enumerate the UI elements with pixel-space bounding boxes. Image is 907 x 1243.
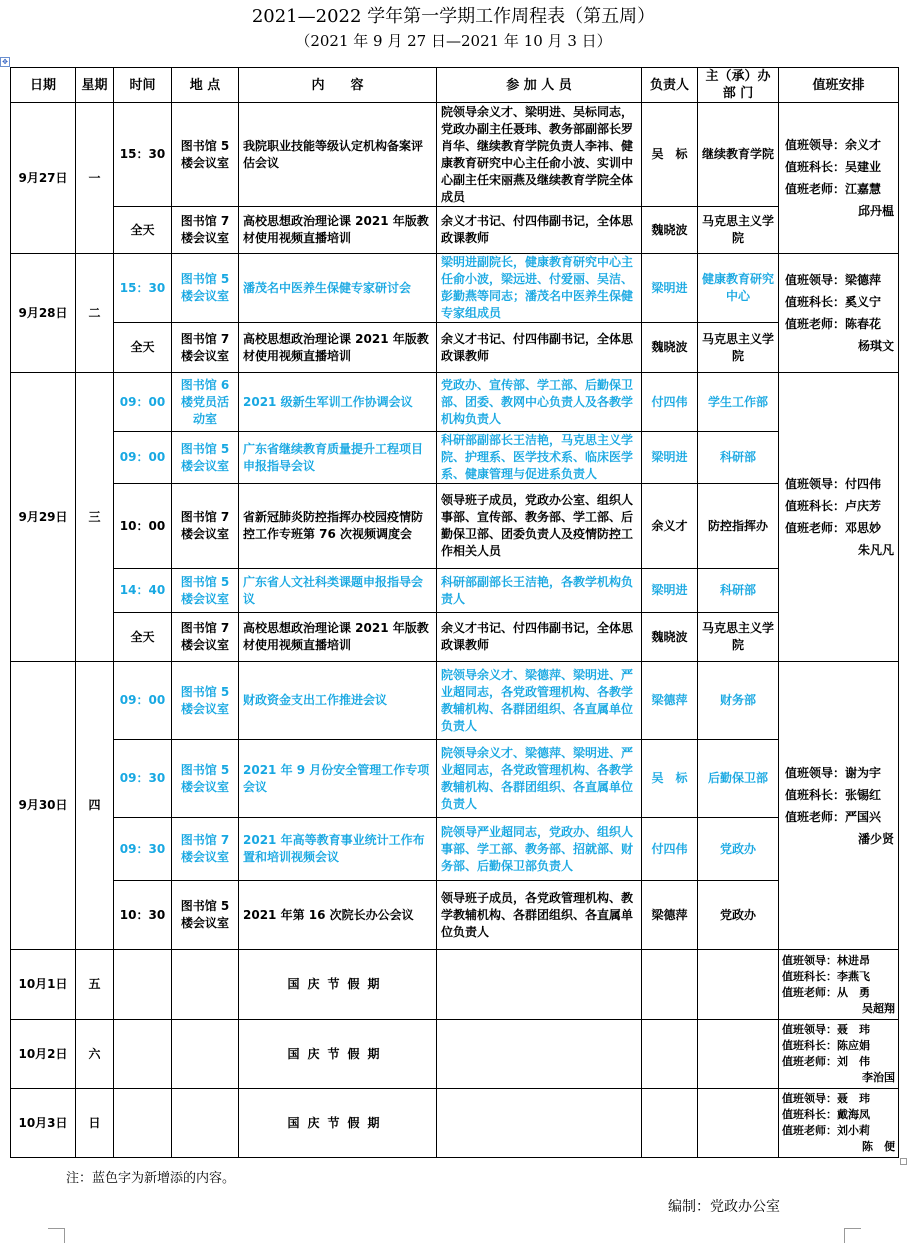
participants-cell [437, 950, 642, 1020]
leader-cell: 吴 标 [642, 740, 698, 818]
table-row [11, 881, 899, 950]
duty-teacher-extra: 杨琪文 [857, 339, 894, 353]
participants-cell [437, 1089, 642, 1158]
table-row [11, 373, 899, 432]
weekday-cell: 日 [76, 1089, 114, 1158]
time-cell [114, 1089, 172, 1158]
duty-arrangement [779, 254, 899, 373]
dept-cell: 党政办 [698, 818, 779, 881]
participants-cell: 科研部副部长王洁艳，马克思主义学院、护理系、医学技术系、临床医学系、健康管理与促进系负责人 [437, 432, 642, 484]
dept-cell [698, 950, 779, 1020]
duty-line: 值班领导：余义才 [785, 138, 882, 152]
duty-line: 值班领导：聂 玮 [782, 1092, 870, 1105]
dept-cell: 科研部 [698, 569, 779, 613]
table-row [11, 613, 899, 662]
content-cell: 高校思想政治理论课 2021 年版教材使用视频直播培训 [239, 613, 437, 662]
table-row [11, 207, 899, 254]
participants-cell: 院领导余义才、梁德萍、梁明进、严业超同志，各党政管理机构、各教学教辅机构、各群团组织、各直属单位负责人 [437, 740, 642, 818]
leader-cell: 魏晓波 [642, 323, 698, 373]
content-cell: 2021 年高等教育事业统计工作布置和培训视频会议 [239, 818, 437, 881]
duty-line: 值班老师：刘小莉 [782, 1124, 870, 1137]
date-cell: 10月3日 [11, 1089, 76, 1158]
dept-cell: 科研部 [698, 432, 779, 484]
dept-cell: 继续教育学院 [698, 103, 779, 207]
content-cell: 高校思想政治理论课 2021 年版教材使用视频直播培训 [239, 207, 437, 254]
dept-cell: 健康教育研究中心 [698, 254, 779, 323]
place-cell: 图书馆 7 楼会议室 [172, 613, 239, 662]
table-row [11, 1089, 899, 1158]
content-cell: 广东省继续教育质量提升工程项目申报指导会议 [239, 432, 437, 484]
duty-line: 值班科长：吴建业 [785, 160, 882, 174]
content-cell: 2021 级新生军训工作协调会议 [239, 373, 437, 432]
table-row [11, 103, 899, 207]
duty-line: 值班领导：梁德萍 [785, 273, 882, 287]
duty-arrangement [779, 103, 899, 254]
duty-arrangement [779, 662, 899, 950]
dept-cell: 马克思主义学院 [698, 613, 779, 662]
duty-arrangement [779, 950, 899, 1020]
note: 注：蓝色字为新增添的内容。 [66, 1171, 236, 1186]
content-cell: 我院职业技能等级认定机构备案评估会议 [239, 103, 437, 207]
compiled-by: 编制：党政办公室 [668, 1199, 780, 1215]
leader-cell: 付四伟 [642, 818, 698, 881]
leader-cell: 梁明进 [642, 569, 698, 613]
duty-teacher-extra: 潘少贤 [857, 831, 894, 846]
duty-teacher-extra: 李治国 [862, 1071, 895, 1084]
place-cell: 图书馆 5 楼会议室 [172, 254, 239, 323]
page-corner-mark [48, 1228, 65, 1243]
participants-cell: 领导班子成员，各党政管理机构、教学教辅机构、各群团组织、各直属单位负责人 [437, 881, 642, 950]
place-cell: 图书馆 5 楼会议室 [172, 103, 239, 207]
duty-line: 值班科长：陈应娟 [782, 1039, 870, 1052]
content-cell: 高校思想政治理论课 2021 年版教材使用视频直播培训 [239, 323, 437, 373]
header-leader: 负责人 [642, 68, 698, 103]
content-cell: 2021 年 9 月份安全管理工作专项会议 [239, 740, 437, 818]
participants-cell: 余义才书记、付四伟副书记，全体思政课教师 [437, 207, 642, 254]
place-cell: 图书馆 5 楼会议室 [172, 740, 239, 818]
place-cell [172, 950, 239, 1020]
place-cell: 图书馆 5 楼会议室 [172, 432, 239, 484]
holiday-cell: 国庆节假期 [239, 1020, 437, 1089]
place-cell [172, 1020, 239, 1089]
date-cell: 10月1日 [11, 950, 76, 1020]
participants-cell: 余义才书记、付四伟副书记，全体思政课教师 [437, 613, 642, 662]
page-title: 2021—2022 学年第一学期工作周程表（第五周） [251, 6, 656, 27]
leader-cell: 梁德萍 [642, 662, 698, 740]
header-dept: 主（承）办部 门 [698, 68, 779, 103]
table-move-handle-icon[interactable]: ✥ [0, 57, 10, 67]
time-cell: 09：30 [114, 740, 172, 818]
time-cell [114, 1020, 172, 1089]
dept-cell: 党政办 [698, 881, 779, 950]
header-duty: 值班安排 [779, 68, 899, 103]
place-cell: 图书馆 5 楼会议室 [172, 569, 239, 613]
dept-cell: 后勤保卫部 [698, 740, 779, 818]
duty-line: 值班领导：聂 玮 [782, 1023, 870, 1036]
leader-cell: 梁明进 [642, 432, 698, 484]
duty-line: 值班老师：江嘉慧 [785, 182, 882, 196]
date-cell: 9月28日 [11, 254, 76, 373]
table-row [11, 740, 899, 818]
time-cell: 09：00 [114, 432, 172, 484]
place-cell: 图书馆 5 楼会议室 [172, 881, 239, 950]
content-cell: 财政资金支出工作推进会议 [239, 662, 437, 740]
leader-cell: 余义才 [642, 484, 698, 569]
leader-cell [642, 1089, 698, 1158]
dept-cell [698, 1089, 779, 1158]
place-cell [172, 1089, 239, 1158]
participants-cell: 梁明进副院长，健康教育研究中心主任俞小波，梁远进、付爱丽、吴洁、彭勤燕等同志；潘茂名中医养生保健专家组成员 [437, 254, 642, 323]
weekday-cell: 三 [76, 373, 114, 662]
participants-cell: 院领导严业超同志，党政办、组织人事部、学工部、教务部、招就部、财务部、后勤保卫部负责人 [437, 818, 642, 881]
date-cell: 10月2日 [11, 1020, 76, 1089]
time-cell: 09：00 [114, 662, 172, 740]
table-row [11, 1020, 899, 1089]
leader-cell: 付四伟 [642, 373, 698, 432]
time-cell: 10：30 [114, 881, 172, 950]
table-row [11, 569, 899, 613]
time-cell: 09：00 [114, 373, 172, 432]
header-time: 时间 [114, 68, 172, 103]
participants-cell: 领导班子成员，党政办公室、组织人事部、宣传部、教务部、学工部、后勤保卫部、团委负责人及疫情防控工作相关人员 [437, 484, 642, 569]
page-subtitle: （2021 年 9 月 27 日—2021 年 10 月 3 日） [295, 32, 612, 50]
place-cell: 图书馆 7 楼会议室 [172, 323, 239, 373]
table-end-mark [900, 1158, 907, 1165]
duty-line: 值班老师：刘 伟 [782, 1055, 870, 1068]
participants-cell: 余义才书记、付四伟副书记，全体思政课教师 [437, 323, 642, 373]
holiday-cell: 国庆节假期 [239, 950, 437, 1020]
time-cell: 10：00 [114, 484, 172, 569]
duty-teacher-extra: 吴超翔 [862, 1001, 895, 1015]
duty-line: 值班领导：谢为宇 [785, 765, 882, 780]
duty-line: 值班科长：李燕飞 [782, 969, 870, 983]
table-row [11, 432, 899, 484]
place-cell: 图书馆 7 楼会议室 [172, 484, 239, 569]
schedule-table [10, 67, 899, 1158]
time-cell: 全天 [114, 323, 172, 373]
duty-line: 值班科长：张锡红 [785, 787, 882, 802]
leader-cell: 梁明进 [642, 254, 698, 323]
leader-cell [642, 950, 698, 1020]
leader-cell: 梁德萍 [642, 881, 698, 950]
header-date: 日期 [11, 68, 76, 103]
time-cell: 15：30 [114, 103, 172, 207]
dept-cell: 学生工作部 [698, 373, 779, 432]
duty-teacher-extra: 朱凡凡 [857, 543, 894, 557]
duty-line: 值班领导：林进昂 [782, 953, 870, 967]
duty-arrangement [779, 1020, 899, 1089]
place-cell: 图书馆 5 楼会议室 [172, 662, 239, 740]
time-cell: 全天 [114, 613, 172, 662]
participants-cell: 院领导余义才、梁德萍、梁明进、严业超同志，各党政管理机构、各教学教辅机构、各群团组织、各直属单位负责人 [437, 662, 642, 740]
date-cell: 9月27日 [11, 103, 76, 254]
weekday-cell: 二 [76, 254, 114, 373]
header-weekday: 星期 [76, 68, 114, 103]
header-place: 地 点 [172, 68, 239, 103]
holiday-cell: 国庆节假期 [239, 1089, 437, 1158]
place-cell: 图书馆 6 楼党员活动室 [172, 373, 239, 432]
duty-line: 值班老师：陈春花 [785, 317, 882, 331]
participants-cell: 党政办、宣传部、学工部、后勤保卫部、团委、教网中心负责人及各教学机构负责人 [437, 373, 642, 432]
participants-cell: 科研部副部长王洁艳，各教学机构负责人 [437, 569, 642, 613]
table-row [11, 323, 899, 373]
header-participants: 参 加 人 员 [437, 68, 642, 103]
leader-cell: 吴 标 [642, 103, 698, 207]
table-row [11, 818, 899, 881]
dept-cell [698, 1020, 779, 1089]
time-cell: 14：40 [114, 569, 172, 613]
duty-line: 值班科长：奚义宁 [785, 295, 882, 309]
duty-line: 值班老师：从 勇 [782, 985, 870, 999]
time-cell: 全天 [114, 207, 172, 254]
participants-cell [437, 1020, 642, 1089]
weekday-cell: 四 [76, 662, 114, 950]
duty-teacher-extra: 邱丹榅 [857, 204, 894, 218]
leader-cell: 魏晓波 [642, 613, 698, 662]
time-cell: 09：30 [114, 818, 172, 881]
content-cell: 省新冠肺炎防控指挥办校园疫情防控工作专班第 76 次视频调度会 [239, 484, 437, 569]
dept-cell: 马克思主义学院 [698, 207, 779, 254]
weekday-cell: 五 [76, 950, 114, 1020]
weekday-cell: 六 [76, 1020, 114, 1089]
place-cell: 图书馆 7 楼会议室 [172, 818, 239, 881]
header-content: 内 容 [239, 68, 437, 103]
duty-arrangement [779, 373, 899, 662]
table-row [11, 662, 899, 740]
table-row [11, 484, 899, 569]
time-cell [114, 950, 172, 1020]
dept-cell: 财务部 [698, 662, 779, 740]
duty-arrangement [779, 1089, 899, 1158]
date-cell: 9月29日 [11, 373, 76, 662]
duty-line: 值班领导：付四伟 [785, 477, 882, 491]
dept-cell: 马克思主义学院 [698, 323, 779, 373]
duty-line: 值班科长：戴海凤 [782, 1108, 870, 1121]
place-cell: 图书馆 7 楼会议室 [172, 207, 239, 254]
dept-cell: 防控指挥办 [698, 484, 779, 569]
leader-cell: 魏晓波 [642, 207, 698, 254]
duty-line: 值班老师：严国兴 [785, 809, 882, 824]
content-cell: 潘茂名中医养生保健专家研讨会 [239, 254, 437, 323]
table-row [11, 950, 899, 1020]
time-cell: 15：30 [114, 254, 172, 323]
date-cell: 9月30日 [11, 662, 76, 950]
table-row [11, 254, 899, 323]
leader-cell [642, 1020, 698, 1089]
duty-line: 值班科长：卢庆芳 [785, 499, 882, 513]
page-corner-mark [844, 1228, 861, 1243]
weekday-cell: 一 [76, 103, 114, 254]
content-cell: 2021 年第 16 次院长办公会议 [239, 881, 437, 950]
content-cell: 广东省人文社科类课题申报指导会议 [239, 569, 437, 613]
participants-cell: 院领导余义才、梁明进、吴标同志，党政办副主任聂玮、教务部副部长罗肖华、继续教育学院负责人李祎、健康教育研究中心主任俞小波、实训中心副主任宋丽燕及继续教育学院全体成员 [437, 103, 642, 207]
duty-teacher-extra: 陈 便 [862, 1140, 895, 1153]
duty-line: 值班老师：邓思妙 [785, 521, 882, 535]
